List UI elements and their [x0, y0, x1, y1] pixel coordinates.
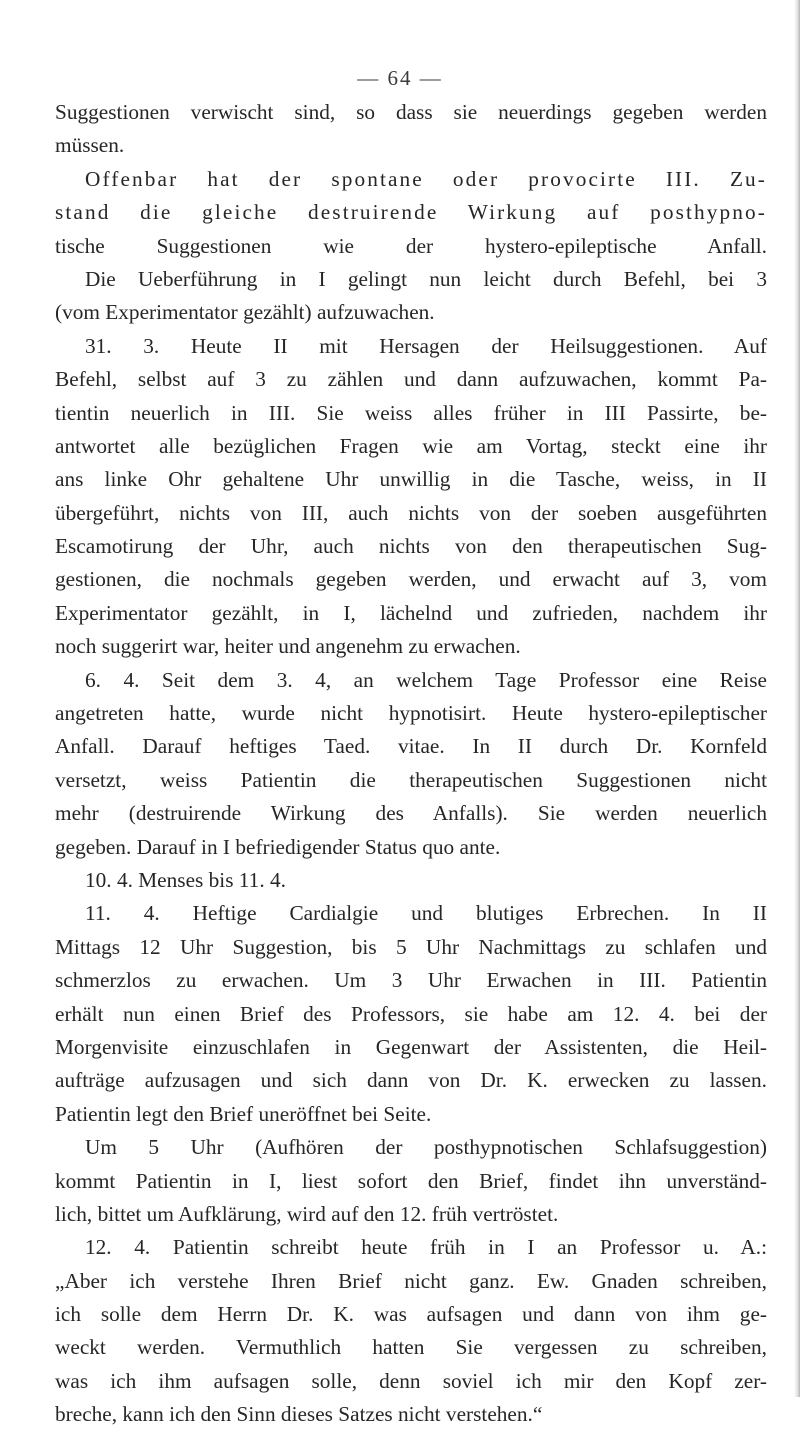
text-line: weckt werden. Vermuthlich hatten Sie vergessen zu schreiben, [55, 1335, 767, 1360]
text-line: lich, bittet um Aufklärung, wird auf den 12. früh vertröstet. [55, 1201, 559, 1226]
text-line: übergeführt, nichts von III, auch nichts von der soeben ausgeführten [55, 500, 767, 525]
text-line: aufträge aufzusagen und sich dann von Dr. K. erwecken zu lassen. [55, 1068, 767, 1093]
text-line: Um 5 Uhr (Aufhören der posthypnotischen Schlafsuggestion) [85, 1135, 767, 1160]
text-line: noch suggerirt war, heiter und angenehm zu erwachen. [55, 634, 521, 659]
text-line: schmerzlos zu erwachen. Um 3 Uhr Erwachen in III. Patientin [55, 968, 767, 993]
text-line: mehr (destruirende Wirkung des Anfalls). Sie werden neuerlich [55, 801, 767, 826]
text-line: „Aber ich verstehe Ihren Brief nicht ganz. Ew. Gnaden schreiben, [55, 1268, 767, 1293]
page-edge-shadow [794, 0, 800, 1397]
text-line: angetreten hatte, wurde nicht hypnotisirt. Heute hystero-epileptischer [55, 701, 767, 726]
text-line: Experimentator gezählt, in I, lächelnd und zufrieden, nachdem ihr [55, 600, 767, 625]
text-line: Morgenvisite einzuschlafen in Gegenwart der Assistenten, die Heil- [55, 1034, 767, 1059]
text-line: erhält nun einen Brief des Professors, sie habe am 12. 4. bei der [55, 1001, 767, 1026]
text-line: breche, kann ich den Sinn dieses Satzes nicht verstehen.“ [55, 1402, 543, 1427]
body-text [55, 96, 767, 1432]
page-number: — 64 — [357, 66, 443, 90]
text-line: (vom Experimentator gezählt) aufzuwachen. [55, 300, 435, 325]
text-line: ans linke Ohr gehaltene Uhr unwillig in die Tasche, weiss, in II [55, 467, 767, 492]
text-line: versetzt, weiss Patientin die therapeutischen Suggestionen nicht [55, 767, 767, 792]
text-line: antwortet alle bezüglichen Fragen wie am Vortag, steckt eine ihr [55, 433, 767, 458]
text-line: gestionen, die nochmals gegeben werden, und erwacht auf 3, vom [55, 567, 767, 592]
text-line: Mittags 12 Uhr Suggestion, bis 5 Uhr Nachmittags zu schlafen und [55, 934, 767, 959]
text-line: 11. 4. Heftige Cardialgie und blutiges Erbrechen. In II [85, 901, 767, 926]
text-line: 12. 4. Patientin schreibt heute früh in I an Professor u. A.: [85, 1235, 767, 1260]
text-line: Patientin legt den Brief uneröffnet bei Seite. [55, 1101, 432, 1126]
text-line: stand die gleiche destruirende Wirkung auf posthypno- [55, 200, 767, 225]
text-line: Escamotirung der Uhr, auch nichts von den therapeutischen Sug- [55, 534, 767, 559]
text-line: Befehl, selbst auf 3 zu zählen und dann aufzuwachen, kommt Pa- [55, 367, 767, 392]
text-line: Offenbar hat der spontane oder provocirte III. Zu- [85, 166, 767, 191]
text-line: ich solle dem Herrn Dr. K. was aufsagen und dann von ihm ge- [55, 1302, 767, 1327]
text-line: was ich ihm aufsagen solle, denn soviel ich mir den Kopf zer- [55, 1368, 767, 1393]
text-line: Die Ueberführung in I gelingt nun leicht durch Befehl, bei 3 [85, 266, 767, 291]
text-line: Suggestionen verwischt sind, so dass sie neuerdings gegeben werden [55, 100, 767, 124]
text-line: kommt Patientin in I, liest sofort den Brief, findet ihn unverständ- [55, 1168, 767, 1193]
text-line: müssen. [55, 133, 125, 158]
text-line: tientin neuerlich in III. Sie weiss alles früher in III Passirte, be- [55, 400, 767, 425]
text-line: 10. 4. Menses bis 11. 4. [85, 867, 286, 892]
text-line: gegeben. Darauf in I befriedigender Status quo ante. [55, 834, 501, 859]
text-line: 31. 3. Heute II mit Hersagen der Heilsuggestionen. Auf [85, 333, 767, 358]
text-line: tische Suggestionen wie der hystero-epileptische Anfall. [55, 233, 767, 258]
text-line: 6. 4. Seit dem 3. 4, an welchem Tage Professor eine Reise [85, 667, 767, 692]
text-line: Anfall. Darauf heftiges Taed. vitae. In II durch Dr. Kornfeld [55, 734, 767, 759]
